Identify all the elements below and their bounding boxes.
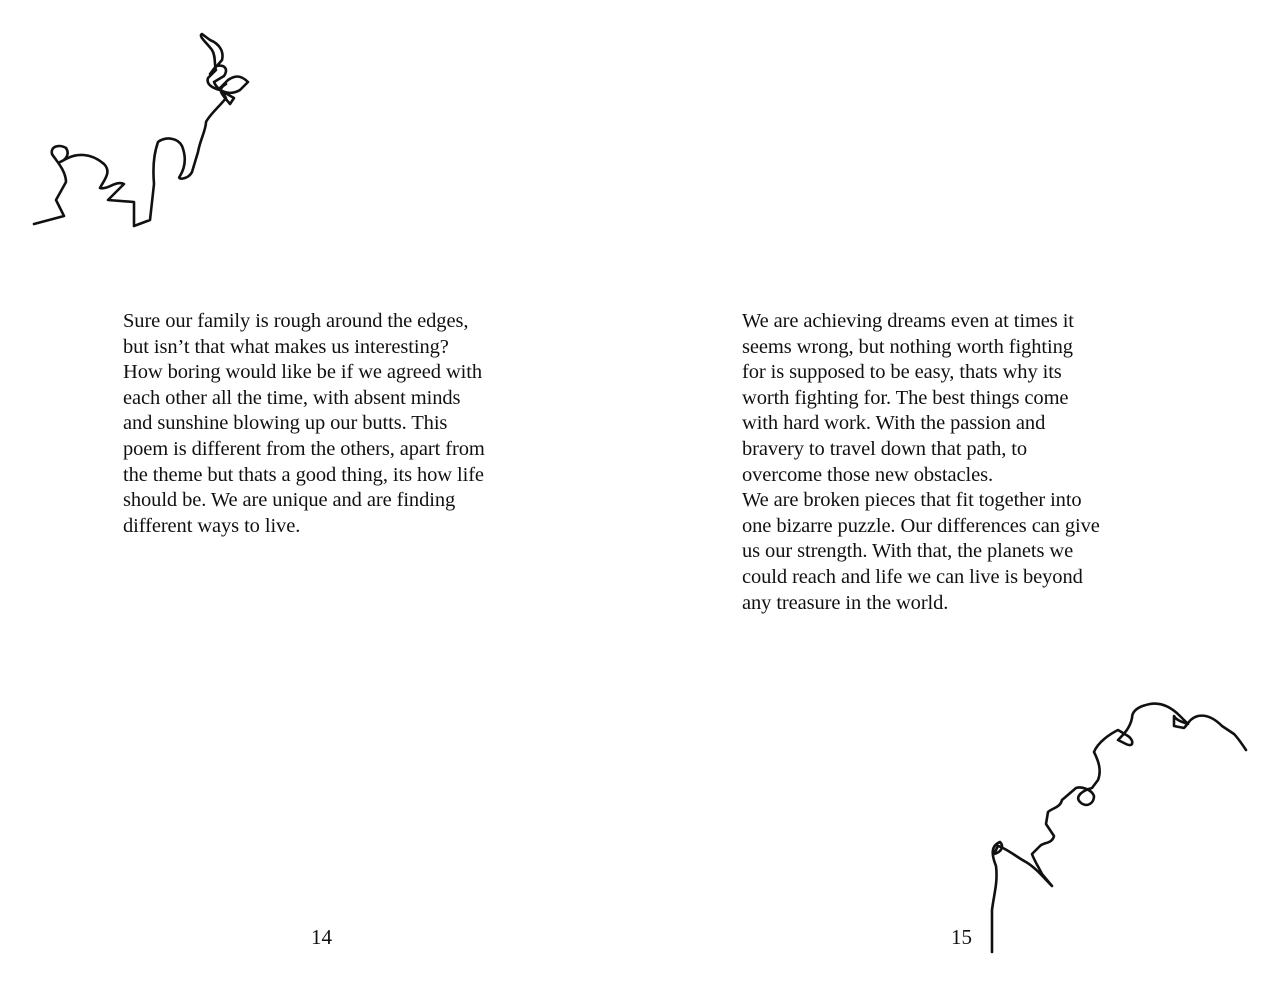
- text-line: with hard work. With the passion and: [742, 412, 1046, 435]
- scribble-doodle-bottom-right: [986, 696, 1252, 958]
- text-line: for is supposed to be easy, thats why its: [742, 361, 1062, 384]
- text-line: one bizarre puzzle. Our differences can give: [742, 514, 1100, 537]
- text-line: us our strength. With that, the planets we: [742, 540, 1074, 563]
- right-page: [640, 0, 1280, 985]
- text-line: We are achieving dreams even at times it: [742, 310, 1074, 332]
- text-line: We are broken pieces that fit together into: [742, 489, 1082, 512]
- text-line: bravery to travel down that path, to: [742, 437, 1028, 460]
- text-line: each other all the time, with absent minds: [123, 386, 461, 409]
- scribble-doodle-top-left: [30, 30, 255, 242]
- page-number-right: 15: [951, 925, 972, 949]
- text-line: overcome those new obstacles.: [742, 463, 993, 486]
- text-line: should be. We are unique and are finding: [123, 489, 456, 512]
- text-line: worth fighting for. The best things come: [742, 386, 1069, 409]
- text-line: poem is different from the others, apart from: [123, 437, 485, 460]
- text-line: seems wrong, but nothing worth fighting: [742, 335, 1073, 358]
- text-line: the theme but thats a good thing, its how life: [123, 463, 484, 486]
- text-line: any treasure in the world.: [742, 591, 949, 614]
- right-page-paragraph: [742, 309, 1100, 616]
- text-line: Sure our family is rough around the edges,: [123, 310, 469, 332]
- left-page-paragraph: [123, 309, 485, 539]
- text-line: could reach and life we can live is beyond: [742, 565, 1083, 588]
- text-line: but isn’t that what makes us interesting?: [123, 335, 449, 358]
- text-line: and sunshine blowing up our butts. This: [123, 412, 448, 435]
- text-line: How boring would like be if we agreed with: [123, 361, 483, 384]
- text-line: different ways to live.: [123, 514, 301, 537]
- page-number-left: 14: [311, 925, 332, 949]
